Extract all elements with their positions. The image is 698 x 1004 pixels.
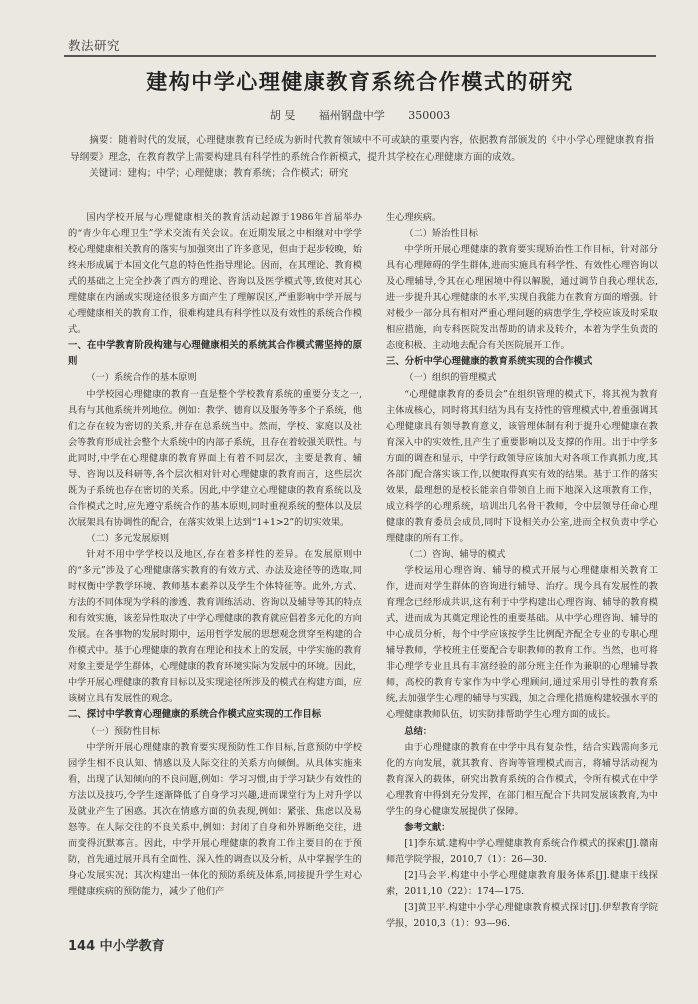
paragraph: “心理健康教育的委员会”在组织管理的模式下，将其视为教育主体成核心，同时将其归结为具有支持性的管理模式中,着重强调其心理健康具有领导教育意义，该管理体制有利于提升心理健康在教育深入中的实效性,且产生了重要影响以及支撑的作用。出于中学多方面的调查和显示，中学行政领导应该加大对各项工作真抓力度,其各部门配合落实该工作,以便取得真实有效的结果。基于工作的落实效果，最理想的是校长能亲自带领自上而下地深入这项教育工作，成立科学的心理系统，培训出几名骨干教师，令中层领导任命心理健康的教育委员会成员,同时下设相关办公室,进而全权负责中学心理健康的所有工作。 (386, 388, 658, 544)
paragraph: 中学所开展心理健康的教育要实现预防性工作目标,旨意预防中学校园学生相不良认知、情感以及人际交往的关系方向倾倒。从具体实施来看，出现了认知倾向的不良问题,例如：学习习惯,由于学习缺少有效性的方法以及技巧,令学生逐渐降低了自身学习兴趣,进而课堂行为上对升学以及就业产生了困惑。其次在情感方面的负表现,例如：紧张、焦虑以及易怒等。在人际交往的不良关系中,例如：封闭了自身和外界断绝交往，进而变得沉默寡言。因此，中学开展心理健康的教育工作主要目的在于预防，首先通过展开具有全面性、深入性的调查以及分析，从中掌握学生的身心发展实况；其次构建出一体化的预防系统及体系,同接提升学生对心理健康疾病的预防能力，减少了他们产 (68, 741, 362, 897)
article-title: 建构中学心理健康教育系统合作模式的研究 (146, 70, 574, 94)
left-column (68, 210, 362, 900)
section-tag: 教法研究 (68, 38, 121, 53)
section-heading: 一、在中学教育阶段构建与心理健康相关的系统其合作模式需坚持的原则 (68, 340, 362, 368)
author-postcode: 350003 (408, 109, 451, 122)
reference-item: [3]黄卫平.构建中小学心理健康教育模式探讨[J].伊犁教育学院学报，2010,3（1）：93—96. (386, 902, 658, 930)
author-name: 胡 旻 (269, 109, 296, 122)
section-heading: 二、探讨中学教育心理健康的系统合作模式应实现的工作目标 (68, 709, 322, 721)
paragraph: 国内学校开展与心理健康相关的教育活动起源于1986年首届举办的“青少年心理卫生”学术交流有关会议。在近期发展之中相继对中学学校心理健康相关教育的落实与加强突出了许多意见，但由于起步较晚，始终未形成属于本国文化气息的特色性指导理论。因而，在其理论、教育模式的基础之上完全抄袭了西方的理论、咨询以及医学模式等,致使对其心理健康在内涵或实现途径很多方面产生了理解误区,严重影响中学开展与心理健康相关的教育工作，很难构建具有科学性以及有效性的系统合作模式。 (68, 212, 362, 336)
paragraph: 由于心理健康的教育在中学中具有复杂性，结合实践需向多元化的方向发展，就其教育、咨询等管理模式而言，将辅导活动视为教育深入的载体，研究出教育系统的合作模式，令所有模式在中学心理教育中得到充分发挥，在部门相互配合下共同发展该教育,为中学生的身心健康发展提供了保障。 (386, 741, 658, 817)
page-footer: 144 中小学教育 (68, 939, 165, 954)
abstract-text: 摘要：随着时代的发展，心理健康教育已经成为新时代教育领域中不可或缺的重要内容，依据教育部颁发的《中小学心理健康教育指导纲要》理念，在教育教学上需要构建具有科学性的系统合作新模式，提升其学校在心理健康方面的成效。 (70, 135, 654, 163)
subsection-heading: （二）多元发展原则 (86, 532, 170, 544)
subsection-heading: （一）组织的管理模式 (404, 372, 497, 384)
paragraph: 中学所开展心理健康的教育要实现矫治性工作目标，针对部分具有心理障碍的学生群体,进而实施具有科学性、有效性心理咨询以及心理辅导,令其在心理困境中得以解脱，通过调节自我心理状态,进一步提升其心理健康的水平,实现自我能力在教育方面的增强。针对极少一部分具有相对严重心理问题的病患学生,学校应该及时采取相应措施，向专科医院发出帮助的请求及转介，本着为学生负责的态度积极、主动地去配合有关医院展开工作。 (386, 244, 658, 352)
references-heading: 参考文献： (404, 821, 451, 833)
paragraph: 生心理疾病。 (386, 212, 442, 223)
section-heading: 三、分析中学心理健康的教育系统实现的合作模式 (386, 356, 593, 368)
summary-heading: 总结： (404, 725, 432, 737)
reference-item: [1]李东斌.建构中学心理健康教育系统合作模式的探索[J].赣南师范学院学报，2010,7（1）：26—30. (386, 837, 658, 865)
paragraph: 中学校园心理健康的教育一直是整个学校教育系统的重要分支之一,具有与其他系统并列地位。例如：教学、德育以及服务等多个子系统，他们之存在较为密切的关系,并存在总系统当中。然而，学校、家庭以及社会等教育形成社会整个大系统中的内部子系统，且存在着较强关联性。与此同时,中学在心理健康的教育界面上有着不同层次，主要是教育、辅导、咨询以及科研等,各个层次相对针对心理健康的教育而言，这些层次既为子系统也存在密切的关系。因此,中学建立心理健康的教育系统以及合作模式之时,应先遵守系统合作的基本原则,同时重视系统的整体以及层次展架具有协调性的配合，在落实效果上达到“1+1>2”的切实效果。 (68, 388, 362, 528)
abstract-block (70, 133, 654, 183)
subsection-heading: （一）系统合作的基本原则 (86, 372, 197, 384)
subsection-heading: （一）预防性目标 (86, 725, 160, 737)
subsection-heading: （二）矫治性目标 (404, 228, 478, 240)
paragraph: 学校运用心理咨询、辅导的模式开展与心理健康相关教育工作，进而对学生群体的咨询进行辅导、治疗。现今具有发展性的教育理念已经形成共识,这有利于中学构建出心理咨询、辅导的教育模式，进而成为其奠定理论性的重要基础。从中学心理咨询、辅导的中心成员分析，每个中学应该按学生比例配齐配全专业的专职心理辅导教师，学校班主任要配合专职教师的教育工作。当然，也可将非心理学专业且具有丰富经验的部分班主任作为兼职的心理辅导教师，高校的教育专家作为中学心理顾问,通过采用引导性的教育系统,去加强学生心理的辅导与实践，加之合理化措施构建较强水平的心理健康教师队伍，切实防排帮助学生心理方面的成长。 (386, 565, 658, 721)
author-line (64, 107, 656, 123)
keywords-text: 关键词：建构；中学；心理健康；教育系统；合作模式；研究 (89, 168, 349, 179)
header-rule (64, 55, 656, 57)
subsection-heading: （二）咨询、辅导的模式 (404, 548, 506, 560)
right-column (386, 210, 658, 932)
reference-item: [2]马会平.构建中小学心理健康教育服务体系[J].健康干线探索，2011,10（22）：174—175. (386, 869, 658, 897)
paragraph: 针对不用中学学校以及地区,存在着多样性的差异。在发展原则中的“多元”涉及了心理健康落实教育的有效方式、办法及途径等的选取,同时权衡中学教学环境、教师基本素养以及学生个体特征等。此外,方式、方法的不同体现为学科的渗透、教育训练活动、咨询以及辅导等其的特点和有效实施，该差异性取决了中学心理健康的教育就应倡着多元化的方向发展。在各事物的发展时期中，运用哲学发展的思想观念贯穿至构建的合作模式中。基于心理健康的教育在理论和技术上的发展，中学实施的教育对象主要是学生群体，心理健康的教育环境实际为发展中的环境。因此，中学开展心理健康的教育目标以及实现途径所涉及的模式在构建方面，应该树立具有发展性的观念。 (68, 548, 362, 705)
author-affiliation: 福州钢盘中学 (318, 109, 385, 122)
